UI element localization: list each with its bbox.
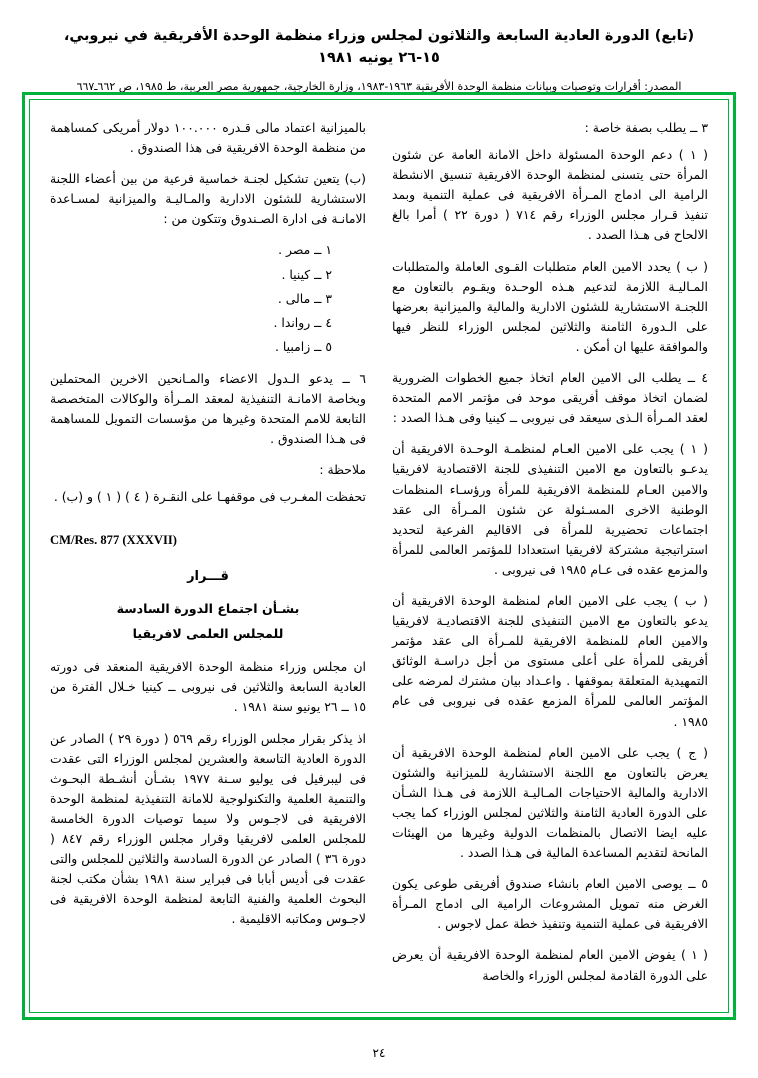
note-label: ملاحظة : (319, 462, 366, 478)
resolution-subtitle-line-2: للمجلس العلمى لافريقيا (132, 626, 284, 642)
paragraph: ( ١ ) دعم الوحدة المسئولة داخل الامانة العامة عن شئون المرأة حتى يتسنى لمنظمة الوحدة الافريقية تنسيق الانشطة الرامية الى ادماج المـرأة الافريقية فى عملية التنمية وبمد تنفيذ قـرار مجلس الوزراء رقم ٧١٤ ( دورة ٢٢ ) أمرا بالغ الالحاح فى هـذا الصدد . (392, 147, 708, 243)
paragraph: ( ب ) يجب على الامين العام لمنظمة الوحدة الافريقية أن يدعو بالتعاون مع الامين التنفيذى للجنة الاقتصاديـة لافريقيا والامين العام للمنظمة الافريقية للمـرأة الى عقد مؤتمر أفريقى للمرأة على أعلى مستوى من أجل دراسـة الوثائق التمهيدية المتعلقة بموقفها . واعـداد بيان مشترك لمرضه على المؤتمر العالمى للمرأة المزمع عقده فى نيروبى فى عام ١٩٨٥ . (392, 592, 708, 729)
page-header (0, 0, 758, 95)
two-column-body (50, 118, 708, 1000)
page-title: (تابع) الدورة العادية السابعة والثلاثون لمجلس وزراء منظمة الوحدة الأفريقية في نيروبي، ١٥-٢٦ يونيه ١٩٨١ (63, 28, 695, 66)
paragraph: تحفظت المغـرب فى موقفهـا على النقـرة ( ٤ ) ( ١ ) و (ب) . (53, 489, 366, 505)
list-item: ٥ ــ زامبيا . (275, 338, 332, 354)
list-item: ١ ــ مصر . (278, 242, 332, 258)
list-item: ٢ ــ كينيا . (281, 266, 332, 282)
paragraph: ٦ ــ يدعو الـدول الاعضاء والمـانحين الاخرين المحتملين وبخاصة الامانـة التنفيذية لمعقد المـرأة والوكالات المتخصصة التابعة للامم المتحدة وغيرها من مؤسسات التمويل للمساهمة فى هـذا الصندوق . (50, 370, 366, 447)
paragraph: ( ١ ) يجب على الامين العـام لمنظمـة الوحـدة الافريقية أن يدعـو بالتعاون مع الامين التنفيذى للجنة الاقتصادية لافريقيا والامين العـام للمنظمة الافريقية للمرأة ورؤسـاء المنظمات الوطنية الاخرى المسـئولة عن شئون المـرأة الى عقد اجتماعات تحضيرية للمرأة فى الاقاليم الفرعية لتحديد استراتيجية مشتركة لافريقيا استعدادا للمؤتمر العالمى للمرأة والمزمع عقده فى عـام ١٩٨٥ فى نيروبى . (392, 441, 708, 577)
paragraph: بالميزانية اعتماد مالى قـدره ١٠٠.٠٠٠ دولار أمريكى كمساهمة من منظمة الوحدة الافريقية فى هذا الصندوق . (50, 120, 366, 156)
list-item: ٣ ــ مالى . (277, 290, 332, 306)
list-item: ٤ ــ رواندا . (273, 314, 332, 330)
paragraph: ٣ ــ يطلب بصفة خاصة : (584, 120, 708, 135)
page-number: ٢٤ (372, 1046, 386, 1060)
spacer (50, 649, 366, 657)
resolution-heading: قـــرار (187, 568, 229, 584)
paragraph: ( ج ) يجب على الامين العام لمنظمة الوحدة الافريقية أن يعرض بالتعاون مع اللجنة الاستشارية للميزانية والشئون الادارية والمالية الاحتياجات المـاليـة اللازمة فى هـذا الشـأن على الدورة العادية الثامنة والثلاثين لمجلس الوزراء كما يجب عليه ايضا الاتصال بالمنظمات الدولية وغيرها من الهيئات المانحة لتقديم المساعدة المالية فى هـذا الصدد . (392, 744, 708, 861)
source-line: المصدر: أقرارات وتوصيات وبيانات منظمة الوحدة الأفريقية ١٩٦٣-١٩٨٣، وزارة الخارجية، جمهورية مصر العربية، ط ١٩٨٥، ص ٦٦٢ـ٦٦٧ (76, 79, 682, 93)
spacer (50, 361, 366, 369)
paragraph: (ب) يتعين تشكيل لجنـة خماسية فرعية من بين أعضاء اللجنة الاستشارية للشئون الادارية والمـاليـة والميزانية لمسـاعدة الامانـة فى ادارة الصـندوق وتتكون من : (50, 171, 366, 227)
member-list (50, 240, 366, 356)
frame-inner (29, 99, 729, 1013)
resolution-code: CM/Res. 877 (XXXVII) (50, 532, 177, 547)
paragraph: ٤ ــ يطلب الى الامين العام اتخاذ جميع الخطوات الضرورية لضمان اتخاذ موقف أفريقى موحد فى مؤتمر الامم المتحدة لعقد المـرأة الـذى سيعقد فى نيروبى ــ كينيا وفى هـذا الصدد : (392, 370, 708, 426)
paragraph: ( ١ ) يفوض الامين العام لمنظمة الوحدة الافريقية أن يعرض على الدورة القادمة لمجلس الوزراء والخاصة (392, 947, 708, 983)
paragraph: ( ب ) يحدد الامين العام متطلبات القـوى العاملة والمتطلبات المـاليـة اللازمة لتدعيم هـذه الوحـدة ويقـوم بالتعاون مع اللجنـة الاستشارية للشئون الادارية والمالية والميزانية بعرضها على الـدورة الثامنة والثلاثين لمجلس الوزراء للنظر فيها والموافقة عليها ان أمكن . (392, 258, 708, 354)
paragraph: اذ يذكر بقرار مجلس الوزراء رقم ٥٦٩ ( دورة ٢٩ ) الصادر عن الدورة العادية التاسعة والعشرين لمجلس الوزراء التى عقدت فى ليبرفيل فى يوليو سـنة ١٩٧٧ بشـأن أنشـطة البحـوث والتنمية العلمية والتكنولوجية للامانة التنفيذية لمنظمة الوحدة الافريقية فى لاجـوس ولا سيما توصيات الدورة الخامسة للمجلس العلمى لافريقيا وقرار مجلس الوزراء رقم ٨٤٧ ( دورة ٣٦ ) الصادر عن الدورة السادسة والثلاثين للمجلس والتى عقدت فى أديس أبابا فى فبراير سنة ١٩٨١ بشأن مكتب لجنة البحوث العلمية والفنية التابعة لمنظمة الوحدة الافريقية فى لاجـوس ومكاتبه الاقليمية . (50, 730, 367, 927)
page-footer (0, 1046, 758, 1060)
resolution-subtitle-line-1: بشـأن اجتماع الدورة السادسة (116, 600, 300, 616)
paragraph: ان مجلس وزراء منظمة الوحدة الافريقية المنعقد فى دورته العادية السابعة والثلاثين فى نيروبى ــ كينيا خـلال الفترة من ١٥ ــ ٢٦ يونيو سنة ١٩٨١ . (50, 659, 366, 715)
column-right (392, 118, 708, 1000)
paragraph: ٥ ــ يوصى الامين العام بانشاء صندوق أفريقى طوعى يكون الغرض منه تمويل المشروعات الرامية الى ادماج المـرأة الافريقية فى عملية التنمية وتنفيذ خطة عمل لاجوس . (392, 876, 708, 932)
green-border-frame (22, 92, 736, 1020)
column-left (50, 118, 366, 1000)
